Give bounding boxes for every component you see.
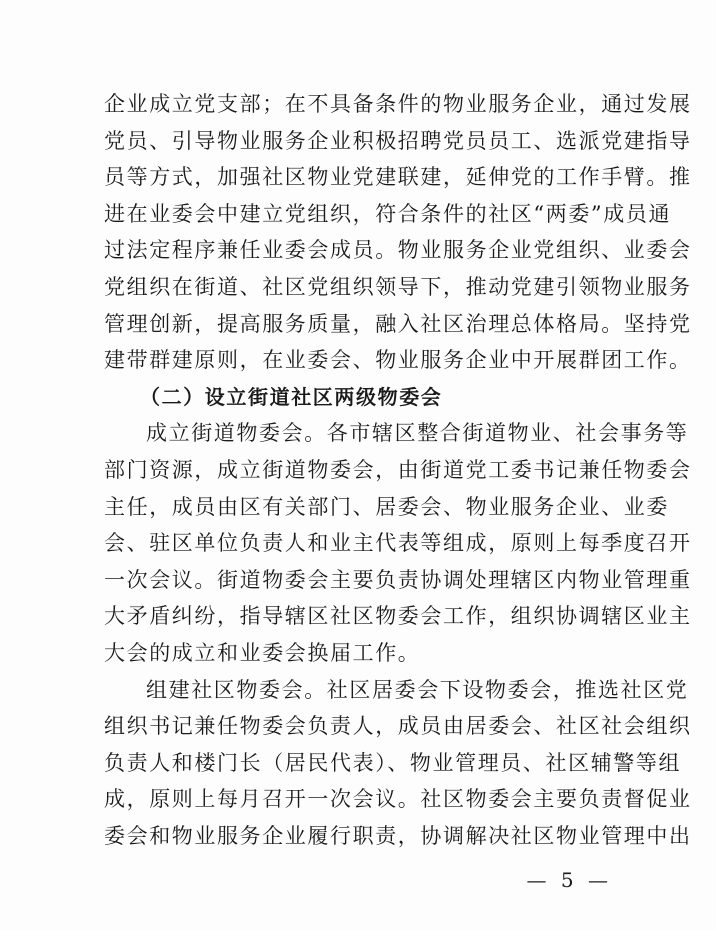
- text-line: 过法定程序兼任业委会成员。物业服务企业党组织、业委会: [104, 238, 692, 263]
- text-line: 会、驻区单位负责人和业主代表等组成，原则上每季度召开: [104, 531, 692, 556]
- text-line: 党组织在街道、社区党组织领导下，推动党建引领物业服务: [104, 274, 692, 299]
- text-line: 大矛盾纠纷，指导辖区社区物委会工作，组织协调辖区业主: [104, 604, 692, 629]
- text-line: 建带群建原则，在业委会、物业服务企业中开展群团工作。: [104, 348, 692, 373]
- text-line: 大会的成立和业委会换届工作。: [104, 640, 421, 665]
- text-line: 组建社区物委会。社区居委会下设物委会，推选社区党: [146, 677, 689, 702]
- text-line: 负责人和楼门长（居民代表）、物业管理员、社区辅警等组: [104, 750, 682, 775]
- text-line: 企业成立党支部；在不具备条件的物业服务企业，通过发展: [104, 92, 692, 116]
- text-line: 组织书记兼任物委会负责人，成员由居委会、社区社会组织: [104, 714, 692, 739]
- text-line: 部门资源，成立街道物委会，由街道党工委书记兼任物委会: [104, 457, 692, 482]
- text-line: 主任，成员由区有关部门、居委会、物业服务企业、业委: [104, 494, 669, 519]
- text-line: 成立街道物委会。各市辖区整合街道物业、社会事务等: [146, 421, 689, 446]
- text-line: 进在业委会中建立党组织，符合条件的社区“两委”成员通: [104, 201, 672, 226]
- text-line: 成，原则上每月召开一次会议。社区物委会主要负责督促业: [104, 787, 692, 812]
- text-line: 党员、引导物业服务企业积极招聘党员员工、选派党建指导: [104, 128, 692, 153]
- text-line: 委会和物业服务企业履行职责，协调解决社区物业管理中出: [104, 823, 692, 848]
- text-line: 一次会议。街道物委会主要负责协调处理辖区内物业管理重: [104, 567, 692, 592]
- body-text: [104, 86, 692, 854]
- text-line: 管理创新，提高服务质量，融入社区治理总体格局。坚持党: [104, 311, 692, 336]
- text-line: 员等方式，加强社区物业党建联建，延伸党的工作手臂。推: [104, 165, 692, 190]
- section-heading: （二）设立街道社区两级物委会: [140, 384, 443, 409]
- page-number: — 5 —: [526, 868, 612, 892]
